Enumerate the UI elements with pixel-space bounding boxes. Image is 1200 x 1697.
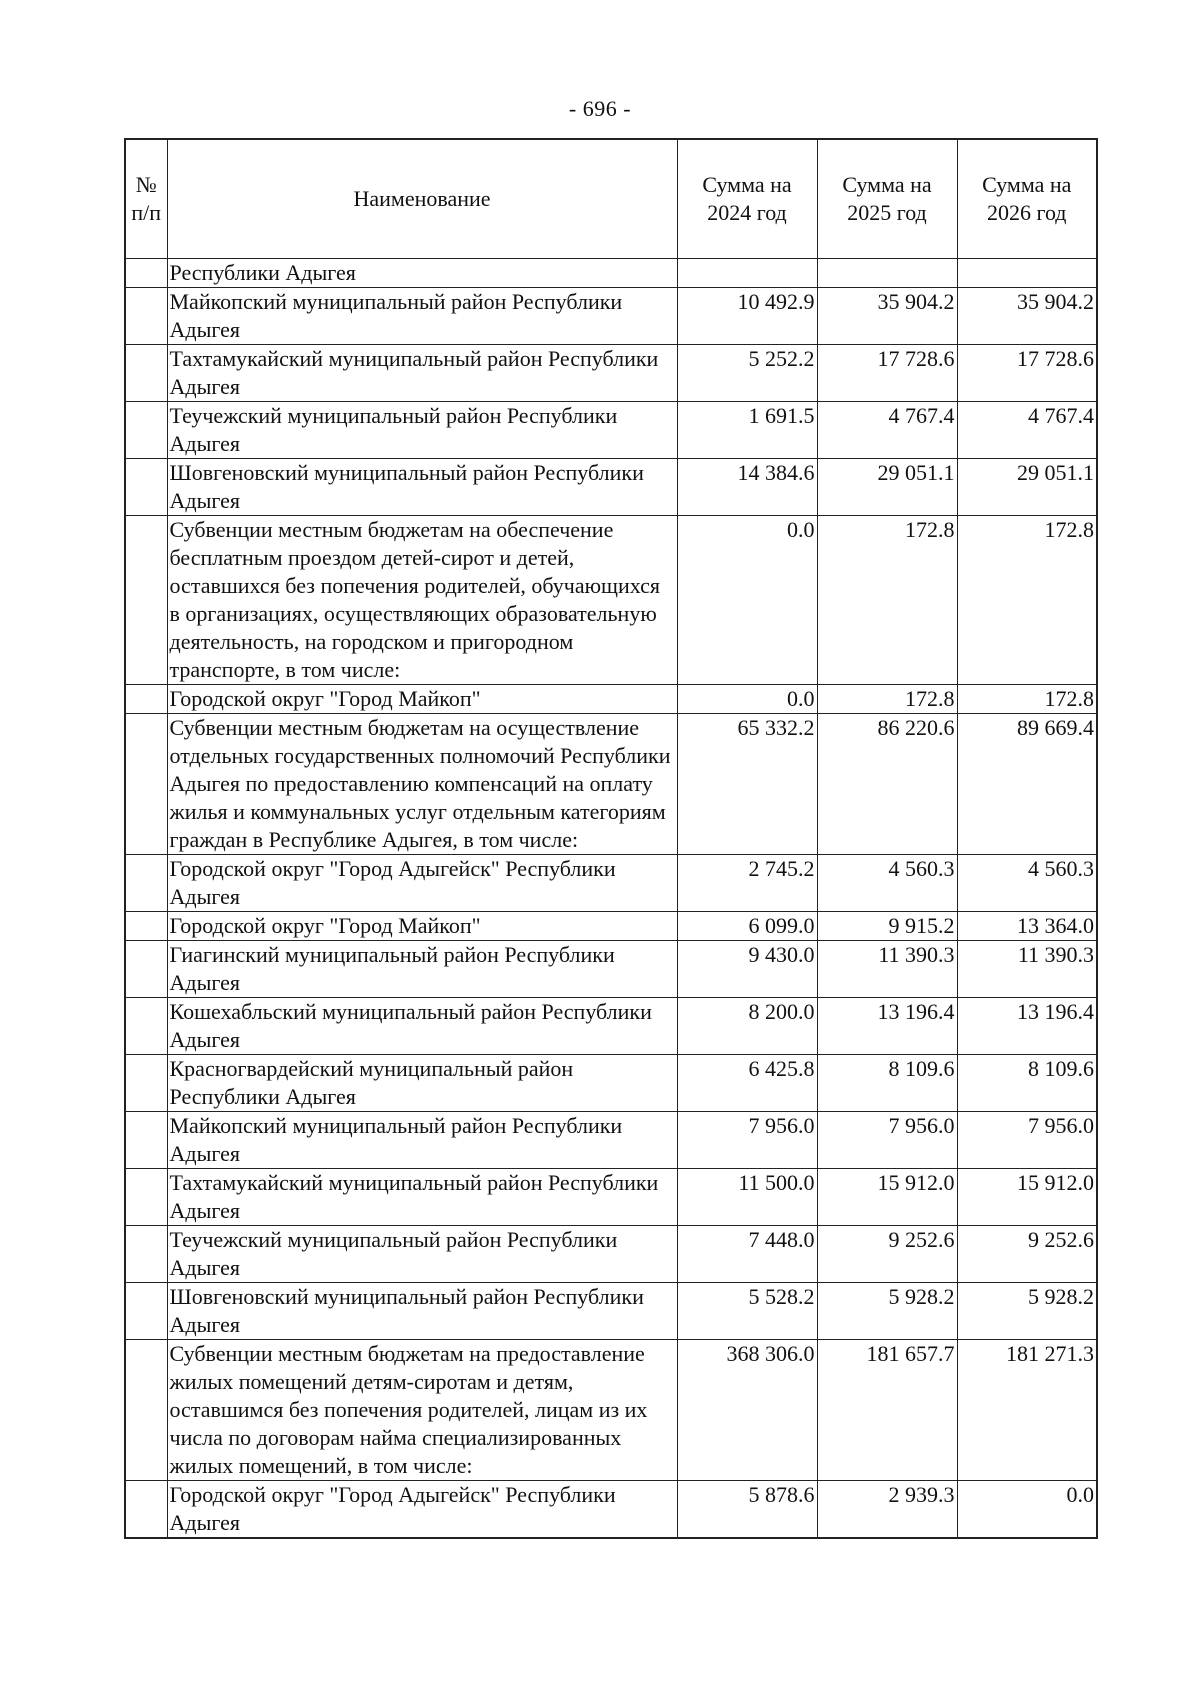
row-value-2025: 29 051.1 — [817, 459, 957, 516]
table-row — [125, 998, 1097, 1055]
row-name: Шовгеновский муниципальный район Республики Адыгея — [167, 1283, 677, 1340]
table-row — [125, 1169, 1097, 1226]
row-value-2024: 65 332.2 — [677, 714, 817, 855]
row-number — [125, 259, 167, 288]
row-name: Кошехабльский муниципальный район Республики Адыгея — [167, 998, 677, 1055]
table-row — [125, 1055, 1097, 1112]
row-value-2026: 13 196.4 — [957, 998, 1097, 1055]
row-name: Городской округ "Город Майкоп" — [167, 912, 677, 941]
table-row — [125, 685, 1097, 714]
row-value-2025: 35 904.2 — [817, 288, 957, 345]
page-number: - 696 - — [568, 96, 632, 121]
row-number — [125, 459, 167, 516]
table-row — [125, 1481, 1097, 1539]
row-value-2025: 4 767.4 — [817, 402, 957, 459]
row-name: Майкопский муниципальный район Республики Адыгея — [167, 1112, 677, 1169]
row-name: Шовгеновский муниципальный район Республики Адыгея — [167, 459, 677, 516]
row-value-2025: 172.8 — [817, 516, 957, 685]
row-value-2026 — [957, 259, 1097, 288]
table-row — [125, 402, 1097, 459]
row-name: Тахтамукайский муниципальный район Республики Адыгея — [167, 1169, 677, 1226]
row-name: Субвенции местным бюджетам на обеспечение бесплатным проездом детей-сирот и детей, оставшихся без попечения родителей, обучающихся в организациях, осуществляющих образовательную деятельность, на городском и пригородном транспорте, в том числе: — [167, 516, 677, 685]
row-number — [125, 998, 167, 1055]
row-value-2025: 172.8 — [817, 685, 957, 714]
row-name: Гиагинский муниципальный район Республики Адыгея — [167, 941, 677, 998]
row-number — [125, 1340, 167, 1481]
row-name: Теучежский муниципальный район Республики Адыгея — [167, 1226, 677, 1283]
table-row — [125, 516, 1097, 685]
row-number — [125, 1112, 167, 1169]
row-number — [125, 1169, 167, 1226]
row-value-2025: 17 728.6 — [817, 345, 957, 402]
table-row — [125, 345, 1097, 402]
row-name: Красногвардейский муниципальный район Республики Адыгея — [167, 1055, 677, 1112]
row-value-2025: 9 915.2 — [817, 912, 957, 941]
row-number — [125, 1055, 167, 1112]
row-number — [125, 855, 167, 912]
row-name: Теучежский муниципальный район Республики Адыгея — [167, 402, 677, 459]
row-value-2026: 7 956.0 — [957, 1112, 1097, 1169]
row-value-2026: 15 912.0 — [957, 1169, 1097, 1226]
row-value-2024: 7 956.0 — [677, 1112, 817, 1169]
table-row — [125, 1283, 1097, 1340]
table-row — [125, 941, 1097, 998]
row-value-2025: 86 220.6 — [817, 714, 957, 855]
header-2026: Сумма на 2026 год — [957, 139, 1097, 259]
row-value-2024: 7 448.0 — [677, 1226, 817, 1283]
row-value-2024: 368 306.0 — [677, 1340, 817, 1481]
row-value-2025: 4 560.3 — [817, 855, 957, 912]
row-value-2024: 11 500.0 — [677, 1169, 817, 1226]
row-value-2025: 8 109.6 — [817, 1055, 957, 1112]
row-value-2024: 6 425.8 — [677, 1055, 817, 1112]
row-value-2026: 5 928.2 — [957, 1283, 1097, 1340]
table-row — [125, 1112, 1097, 1169]
row-number — [125, 402, 167, 459]
row-value-2026: 0.0 — [957, 1481, 1097, 1539]
table-row — [125, 288, 1097, 345]
row-value-2024: 5 878.6 — [677, 1481, 817, 1539]
row-number — [125, 1481, 167, 1539]
row-value-2026: 13 364.0 — [957, 912, 1097, 941]
table-header — [125, 139, 1097, 259]
header-name: Наименование — [167, 139, 677, 259]
table-row — [125, 714, 1097, 855]
row-value-2026: 172.8 — [957, 685, 1097, 714]
row-value-2024: 0.0 — [677, 516, 817, 685]
row-value-2025: 2 939.3 — [817, 1481, 957, 1539]
table-row — [125, 1340, 1097, 1481]
row-value-2024: 14 384.6 — [677, 459, 817, 516]
row-value-2026: 29 051.1 — [957, 459, 1097, 516]
header-row — [125, 139, 1097, 259]
row-number — [125, 1226, 167, 1283]
row-value-2025: 15 912.0 — [817, 1169, 957, 1226]
row-name: Городской округ "Город Адыгейск" Республики Адыгея — [167, 855, 677, 912]
row-name: Субвенции местным бюджетам на предоставление жилых помещений детям-сиротам и детям, оставшимся без попечения родителей, лицам из их числа по договорам найма специализированных жилых помещений, в том числе: — [167, 1340, 677, 1481]
row-value-2025: 9 252.6 — [817, 1226, 957, 1283]
row-value-2024: 5 252.2 — [677, 345, 817, 402]
row-value-2026: 4 560.3 — [957, 855, 1097, 912]
row-number — [125, 912, 167, 941]
table-row — [125, 855, 1097, 912]
row-value-2024: 5 528.2 — [677, 1283, 817, 1340]
row-value-2026: 181 271.3 — [957, 1340, 1097, 1481]
row-number — [125, 288, 167, 345]
row-number — [125, 941, 167, 998]
row-value-2024: 10 492.9 — [677, 288, 817, 345]
row-value-2026: 4 767.4 — [957, 402, 1097, 459]
row-name: Майкопский муниципальный район Республики Адыгея — [167, 288, 677, 345]
row-number — [125, 345, 167, 402]
row-name: Субвенции местным бюджетам на осуществление отдельных государственных полномочий Республики Адыгея по предоставлению компенсаций на оплату жилья и коммунальных услуг отдельным категориям граждан в Республике Адыгея, в том числе: — [167, 714, 677, 855]
header-number: № п/п — [125, 139, 167, 259]
row-value-2026: 35 904.2 — [957, 288, 1097, 345]
row-value-2024: 8 200.0 — [677, 998, 817, 1055]
row-number — [125, 714, 167, 855]
row-value-2025: 5 928.2 — [817, 1283, 957, 1340]
table-row — [125, 1226, 1097, 1283]
row-value-2025: 13 196.4 — [817, 998, 957, 1055]
row-value-2025: 11 390.3 — [817, 941, 957, 998]
table-row — [125, 259, 1097, 288]
row-value-2026: 17 728.6 — [957, 345, 1097, 402]
row-value-2026: 11 390.3 — [957, 941, 1097, 998]
budget-table — [124, 138, 1098, 1539]
row-value-2026: 8 109.6 — [957, 1055, 1097, 1112]
row-value-2024: 1 691.5 — [677, 402, 817, 459]
row-value-2024: 0.0 — [677, 685, 817, 714]
row-value-2026: 89 669.4 — [957, 714, 1097, 855]
row-name: Городской округ "Город Майкоп" — [167, 685, 677, 714]
table-row — [125, 459, 1097, 516]
row-value-2024: 6 099.0 — [677, 912, 817, 941]
row-value-2025: 7 956.0 — [817, 1112, 957, 1169]
table-row — [125, 912, 1097, 941]
row-name: Городской округ "Город Адыгейск" Республики Адыгея — [167, 1481, 677, 1539]
header-2025: Сумма на 2025 год — [817, 139, 957, 259]
row-name: Тахтамукайский муниципальный район Республики Адыгея — [167, 345, 677, 402]
header-2024: Сумма на 2024 год — [677, 139, 817, 259]
row-number — [125, 1283, 167, 1340]
row-value-2025 — [817, 259, 957, 288]
row-number — [125, 685, 167, 714]
row-number — [125, 516, 167, 685]
row-value-2026: 9 252.6 — [957, 1226, 1097, 1283]
row-value-2024 — [677, 259, 817, 288]
table-body — [125, 259, 1097, 1539]
row-name: Республики Адыгея — [167, 259, 677, 288]
row-value-2024: 2 745.2 — [677, 855, 817, 912]
row-value-2025: 181 657.7 — [817, 1340, 957, 1481]
budget-table-container — [124, 138, 1096, 1539]
row-value-2024: 9 430.0 — [677, 941, 817, 998]
row-value-2026: 172.8 — [957, 516, 1097, 685]
